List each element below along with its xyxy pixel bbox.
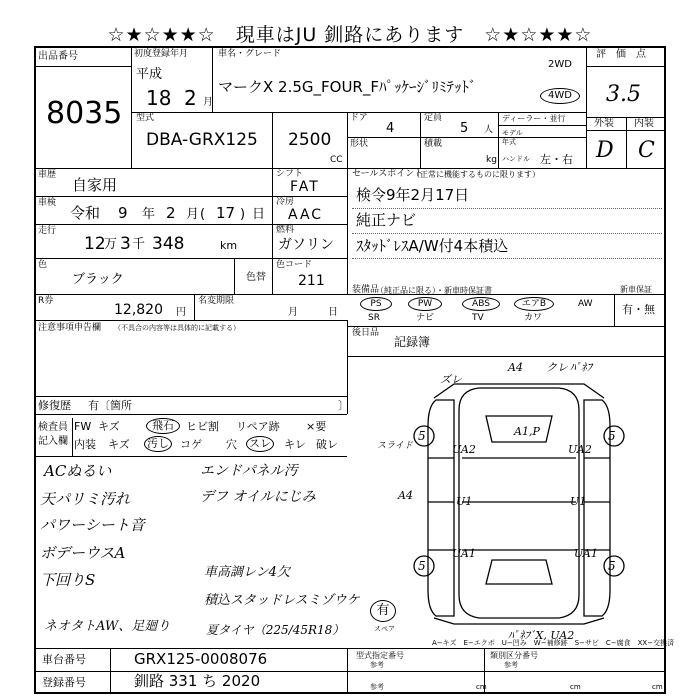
- inspection-day-unit: 日: [252, 207, 266, 222]
- displacement: 2500: [288, 130, 332, 150]
- inspector-label-a: 検査員: [38, 422, 68, 433]
- mileage-rest: 348: [152, 234, 185, 254]
- chassis-number: GRX125-0008076: [134, 650, 268, 668]
- doors-label: ドア: [350, 113, 368, 123]
- inspection-month: 2: [166, 204, 176, 222]
- mileage-man-unit: 万: [104, 237, 118, 252]
- divider: [34, 196, 347, 197]
- doors-value: 4: [386, 121, 395, 136]
- divider: [614, 294, 615, 326]
- lot-number: 8035: [46, 96, 123, 131]
- inspection-month-unit: 月: [186, 207, 200, 222]
- capacity-value: 5: [460, 121, 469, 136]
- tire-rf: 5: [608, 429, 616, 443]
- ref-3: 参考: [370, 683, 384, 691]
- steering: 左・右: [540, 153, 573, 166]
- class-number-label: 類別区分番号: [490, 651, 538, 660]
- notes-label: 注意事項申告欄: [38, 323, 102, 333]
- color-code-label: 色コード: [276, 260, 313, 270]
- divider: [34, 414, 347, 415]
- inspection-era: 令和: [70, 204, 101, 222]
- exterior-label: 外装: [594, 118, 614, 129]
- load-label: 積載: [424, 139, 443, 149]
- equipment-note: （純正品に限る）・新車時保証書: [376, 286, 492, 295]
- hand-left-4: ボデーウスA: [40, 544, 126, 562]
- color-label: 色: [38, 260, 48, 270]
- interior-grade: C: [638, 138, 655, 163]
- divider: [34, 294, 666, 295]
- divider: [234, 258, 235, 294]
- warranty-value: 有・無: [622, 303, 655, 316]
- transfer-label: 名変期限: [198, 296, 235, 306]
- inspection-label: 車検: [38, 198, 57, 208]
- sales-line-2: 純正ナビ: [356, 211, 417, 229]
- color-code: 211: [298, 273, 325, 289]
- chassis-label: 車台番号: [42, 653, 86, 666]
- car-name: マークX 2.5G_FOUR_Fﾊﾟｯｹｰｼﾞﾘﾐﾃｯﾄﾞ: [218, 78, 477, 96]
- divider: [347, 137, 586, 138]
- equip-airbag: エアB: [514, 297, 554, 311]
- equip-leather: カワ: [524, 313, 543, 323]
- after-value: 記録簿: [394, 335, 431, 349]
- equip-ps: PS: [360, 297, 392, 311]
- inspect-row1-3: ヒビ割: [186, 420, 219, 433]
- diag-left-front: UA2: [452, 443, 476, 456]
- drive-4wd: 4WD: [540, 88, 580, 104]
- transfer-day: 日: [328, 307, 338, 318]
- type-designation-label: 型式指定番号: [356, 651, 404, 660]
- first-reg-month: 2: [184, 86, 197, 110]
- history-value: 自家用: [72, 176, 118, 194]
- inspect-row2-4: 穴: [226, 438, 237, 451]
- divider: [347, 168, 348, 294]
- equipment-label: 装備品: [352, 285, 380, 295]
- diag-sure: ズレ: [440, 373, 462, 386]
- hand-right-3: 車高調レン4欠: [204, 565, 290, 580]
- tire-lf: 5: [418, 429, 426, 443]
- divider: [347, 356, 666, 357]
- equip-abs: ABS: [462, 297, 500, 311]
- equip-tv: TV: [472, 313, 484, 323]
- divider: [110, 648, 111, 694]
- inspect-row2-5: スレ: [246, 436, 274, 452]
- ruled-line: [352, 233, 662, 234]
- interior-label: 内装: [634, 118, 654, 129]
- divider: [347, 671, 666, 672]
- fuel-label: 燃料: [276, 225, 295, 235]
- ref-2: 参考: [504, 661, 518, 669]
- sales-line-3: ｽﾀｯﾄﾞﾚｽA/W付4本積込: [356, 237, 509, 255]
- first-reg-era: 平成: [136, 67, 163, 82]
- transfer-month: 月: [288, 307, 298, 318]
- equip-navi: ナビ: [416, 313, 435, 323]
- divider: [34, 396, 347, 397]
- divider: [34, 456, 347, 457]
- divider: [34, 320, 347, 321]
- ac-label: 冷房: [276, 197, 295, 207]
- tire-lr: 5: [418, 559, 426, 573]
- inspector-label-b: 記入欄: [38, 436, 68, 447]
- recycle-label: R券: [38, 296, 54, 306]
- color-value: ブラック: [72, 272, 124, 287]
- first-reg-year: 18: [146, 86, 172, 110]
- divider: [72, 418, 73, 456]
- hand-left-1: ACぬるい: [44, 462, 112, 480]
- divider: [347, 112, 348, 168]
- lot-label: 出品番号: [38, 51, 78, 62]
- ruled-line: [352, 258, 662, 259]
- fuel-value: ガソリン: [278, 237, 334, 253]
- divider: [586, 46, 587, 168]
- divider: [272, 168, 273, 294]
- hand-left-6: ネオタトAW、足廻り: [44, 619, 171, 634]
- mileage-sen: 3: [120, 234, 131, 254]
- hand-right-5: 夏タイヤ（225/45R18）: [206, 623, 345, 637]
- sales-label: セールスポイント: [352, 169, 424, 179]
- notes-sub: （不具合の内容等は具体的に記載する）: [114, 324, 240, 332]
- divider: [34, 168, 666, 169]
- equip-pw: PW: [408, 297, 442, 311]
- model-year-label-b: 年式: [502, 138, 516, 146]
- shift-label: シフト: [276, 169, 304, 179]
- inspect-row2-7: 破レ: [316, 438, 338, 451]
- hand-left-3: パワーシート音: [40, 516, 145, 534]
- banner: ☆★☆★★☆ 現車はJU 釧路にあります ☆★☆★★☆: [107, 24, 593, 46]
- mileage-unit: km: [220, 239, 238, 252]
- inspect-row1-1: キズ: [98, 420, 120, 433]
- diag-top-2: クレ: [546, 361, 568, 374]
- ruled-line: [352, 208, 662, 209]
- sales-note: （正常に機能するものに限ります）: [412, 170, 540, 179]
- inspect-row2-3: コゲ: [180, 438, 202, 451]
- car-name-label: 車名・グレード: [218, 49, 282, 59]
- diag-top-1: A4: [508, 361, 523, 374]
- spare-tire-mark: 有: [370, 600, 396, 622]
- diag-left-mid: U1: [456, 495, 473, 508]
- inspect-row1-2: 飛石: [146, 418, 180, 434]
- model-year-label-a: モデル: [502, 129, 523, 137]
- hand-left-5: 下回りS: [40, 571, 96, 589]
- color-change-label: 色替: [246, 272, 266, 283]
- divider: [272, 112, 273, 168]
- after-label: 後日品: [352, 328, 380, 338]
- warranty-label: 新車保証: [620, 285, 652, 294]
- inspect-row2-0: 内装: [74, 438, 96, 451]
- inspect-row2-6: キレ: [284, 438, 306, 451]
- divider: [498, 125, 586, 126]
- diag-hood: A1,P: [514, 425, 540, 438]
- inspect-row1-0: FW: [74, 420, 92, 433]
- hand-right-1: エンドパネル汚: [200, 463, 298, 479]
- diag-right-mid: U1: [570, 495, 587, 508]
- diag-sidenote: スライド: [377, 441, 413, 451]
- model-code: DBA-GRX125: [146, 130, 258, 150]
- shape-label: 形状: [350, 139, 369, 149]
- hand-left-2: 天パリミ汚れ: [40, 490, 131, 508]
- sales-line-1: 検令9年2月17日: [356, 186, 470, 204]
- inspection-paren-open: (: [200, 207, 206, 222]
- divider: [34, 648, 666, 649]
- cm-1: cm: [476, 683, 487, 691]
- tire-rr: 5: [608, 559, 616, 573]
- drive-2wd: 2WD: [548, 59, 572, 70]
- diag-top-3: ﾊﾟﾈﾌ: [570, 361, 592, 374]
- inspection-year-unit: 年: [142, 207, 156, 222]
- spare-label: スペア: [374, 625, 395, 633]
- recycle-value: 12,820: [114, 302, 163, 318]
- divider: [420, 112, 421, 168]
- capacity-label: 定員: [424, 113, 443, 123]
- damage-legend: A−キズ E−エクボ U−凹み W−補修跡 S−サビ C−腐食 XX−交換済: [432, 639, 675, 647]
- recycle-unit: 円: [176, 307, 186, 318]
- divider: [34, 258, 347, 259]
- model-label: 型式: [136, 113, 155, 123]
- hand-right-4: 積込スタッドレスミゾウケ: [204, 593, 360, 608]
- first-reg-month-unit: 月: [203, 97, 213, 108]
- inspection-year: 9: [118, 204, 128, 222]
- diag-rear: ﾊﾟﾈﾌﾞX, UA2: [508, 629, 575, 642]
- inspect-row2-1: キズ: [108, 438, 130, 451]
- inspection-day: 17: [216, 204, 236, 222]
- inspect-row1-4: リペア跡: [236, 420, 280, 433]
- mileage-man: 12: [84, 234, 106, 254]
- repair-value: 有〔箇所: [88, 399, 132, 412]
- divider: [194, 294, 195, 320]
- inspection-paren-close: ): [240, 207, 246, 222]
- inspect-row2-2: 汚し: [144, 436, 172, 452]
- exterior-grade: D: [596, 138, 614, 163]
- divider: [586, 66, 666, 67]
- ac-value: AAC: [288, 207, 324, 223]
- equip-aw: AW: [578, 299, 593, 309]
- diag-right-front: UA2: [568, 443, 592, 456]
- rating-label: 評 価 点: [596, 49, 646, 60]
- diag-right-rear: UA1: [574, 547, 598, 560]
- divider: [498, 112, 499, 168]
- mileage-label: 走行: [38, 226, 57, 236]
- hand-right-2: デフ オイルにじみ: [200, 489, 316, 505]
- shift-value: FAT: [290, 179, 320, 195]
- divider: [626, 117, 627, 168]
- repair-label: 修復歴: [38, 399, 71, 412]
- diag-left-side: A4: [398, 489, 413, 502]
- history-label: 車歴: [38, 170, 57, 180]
- kg-label: kg: [486, 155, 497, 165]
- divider: [34, 224, 347, 225]
- divider: [34, 66, 131, 67]
- plate-label: 登録番号: [42, 676, 86, 689]
- dealer-label: ディーラー・並行: [502, 114, 566, 123]
- capacity-unit: 人: [484, 125, 494, 135]
- handle-label: ハンドル: [502, 155, 530, 163]
- ref-1: 参考: [370, 661, 384, 669]
- equip-sr: SR: [368, 313, 380, 323]
- cm-3: cm: [652, 683, 663, 691]
- car-damage-diagram: [394, 380, 644, 625]
- inspect-row1-5: ×要: [306, 420, 327, 433]
- first-reg-label: 初度登録年月: [134, 49, 189, 59]
- cm-2: cm: [570, 683, 581, 691]
- rating-score: 3.5: [606, 82, 641, 107]
- mileage-sen-unit: 千: [132, 237, 146, 252]
- plate-number: 釧路 331 ち 2020: [134, 672, 261, 690]
- displacement-unit: CC: [330, 155, 343, 165]
- divider: [131, 46, 132, 168]
- divider: [347, 326, 666, 327]
- diag-left-rear: UA1: [452, 547, 476, 560]
- repair-close: 〕: [338, 399, 349, 412]
